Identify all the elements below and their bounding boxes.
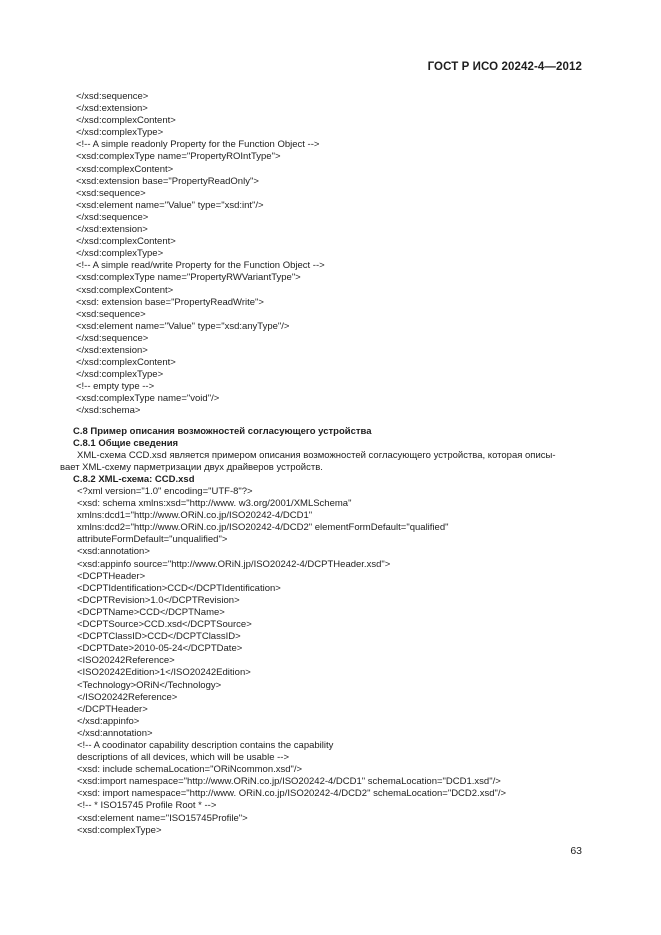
document-header: ГОСТ Р ИСО 20242-4—2012	[427, 61, 582, 73]
subsection-heading-general: C.8.1 Общие сведения	[73, 437, 179, 449]
code-line: <DCPTSource>CCD.xsd</DCPTSource>	[77, 619, 252, 631]
section-heading: C.8 Пример описания возможностей согласующего устройства	[73, 425, 372, 437]
code-line: <xsd:import namespace="http://www.ORiN.co.jp/ISO20242-4/DCD1" schemaLocation="DCD1.xsd"/>	[77, 776, 501, 788]
code-line: </xsd:complexType>	[76, 248, 164, 260]
code-line: <xsd:annotation>	[77, 546, 150, 558]
code-line: <!-- * ISO15745 Profile Root * -->	[77, 800, 217, 812]
code-line: <xsd:element name="Value" type="xsd:int"/>	[76, 199, 264, 211]
code-line: <!-- empty type -->	[76, 381, 155, 393]
code-line: </xsd:complexType>	[76, 127, 164, 139]
code-line: </DCPTHeader>	[77, 703, 148, 715]
code-line: <xsd:complexType name="void"/>	[76, 393, 220, 405]
code-line: </xsd:complexContent>	[76, 236, 176, 248]
code-line: </xsd:appinfo>	[77, 715, 140, 727]
code-line: <DCPTName>CCD</DCPTName>	[77, 606, 225, 618]
code-line: <xsd:element name="ISO15745Profile">	[77, 812, 248, 824]
code-line: <xsd:extension base="PropertyReadOnly">	[76, 175, 259, 187]
code-line: <DCPTIdentification>CCD</DCPTIdentification>	[77, 582, 281, 594]
code-line: <DCPTHeader>	[77, 570, 146, 582]
code-line: <xsd:complexType>	[77, 824, 162, 836]
subsection-heading-schema: C.8.2 XML-схема: CCD.xsd	[73, 473, 195, 485]
code-line: </xsd:schema>	[76, 405, 141, 417]
code-line: </ISO20242Reference>	[77, 691, 178, 703]
code-line: <!-- A simple read/write Property for the Function Object -->	[76, 260, 325, 272]
paragraph-line: XML-схема CCD.xsd является примером описания возможностей согласующего устройства, которая описы-	[77, 449, 556, 461]
code-line: xmlns:dcd2="http://www.ORiN.co.jp/ISO20242-4/DCD2" elementFormDefault="qualified"	[77, 522, 449, 534]
code-line: </xsd:complexContent>	[76, 357, 176, 369]
code-line: <xsd: extension base="PropertyReadWrite">	[76, 296, 264, 308]
code-line: <?xml version="1.0" encoding="UTF-8"?>	[77, 486, 253, 497]
code-line: </xsd:sequence>	[76, 91, 149, 102]
code-line: <xsd: import namespace="http://www. ORiN.co.jp/ISO20242-4/DCD2" schemaLocation="DCD2.xsd"/>	[77, 788, 507, 800]
code-line: <!-- A simple readonly Property for the Function Object -->	[76, 139, 320, 151]
code-line: attributeFormDefault="unqualified">	[77, 534, 228, 546]
xsd-code-block-1	[73, 91, 593, 418]
code-line: <xsd:appinfo source="http://www.ORiN.jp/ISO20242-4/DCPTHeader.xsd">	[77, 558, 391, 570]
code-line: </xsd:sequence>	[76, 332, 149, 344]
code-line: xmlns:dcd1="http://www.ORiN.co.jp/ISO20242-4/DCD1"	[77, 510, 313, 522]
code-line: <xsd:element name="Value" type="xsd:anyType"/>	[76, 320, 290, 332]
code-line: <xsd:complexType name="PropertyRWVariantType">	[76, 272, 301, 284]
code-line: </xsd:complexContent>	[76, 115, 176, 127]
code-line: </xsd:complexType>	[76, 369, 164, 381]
paragraph-line: вает XML-схему парметризации двух драйверов устройств.	[60, 461, 323, 473]
code-line: <DCPTRevision>1.0</DCPTRevision>	[77, 594, 240, 606]
code-line: </xsd:extension>	[76, 224, 148, 236]
code-line: <ISO20242Reference>	[77, 655, 175, 667]
code-line: <!-- A coodinator capability description contains the capability	[77, 739, 334, 751]
code-line: <xsd:complexContent>	[76, 284, 174, 296]
xsd-code-block-2	[73, 486, 593, 837]
code-line: <ISO20242Edition>1</ISO20242Edition>	[77, 667, 251, 679]
code-line: <xsd: include schemaLocation="ORiNcommon.xsd"/>	[77, 764, 303, 776]
code-line: <xsd:complexContent>	[76, 163, 174, 175]
code-line: <xsd:complexType name="PropertyROIntType">	[76, 151, 281, 163]
code-line: <xsd:sequence>	[76, 308, 146, 320]
page-content	[60, 91, 593, 837]
code-line: </xsd:annotation>	[77, 727, 153, 739]
code-line: <xsd:sequence>	[76, 187, 146, 199]
code-line: <DCPTDate>2010-05-24</DCPTDate>	[77, 643, 243, 655]
code-line: <DCPTClassID>CCD</DCPTClassID>	[77, 631, 241, 643]
page-number: 63	[570, 845, 582, 857]
code-line: </xsd:extension>	[76, 103, 148, 115]
code-line: </xsd:sequence>	[76, 211, 149, 223]
code-line: </xsd:extension>	[76, 344, 148, 356]
code-line: descriptions of all devices, which will be usable -->	[77, 752, 290, 764]
code-line: <Technology>ORiN</Technology>	[77, 679, 222, 691]
code-line: <xsd: schema xmlns:xsd="http://www. w3.org/2001/XMLSchema"	[77, 498, 352, 510]
